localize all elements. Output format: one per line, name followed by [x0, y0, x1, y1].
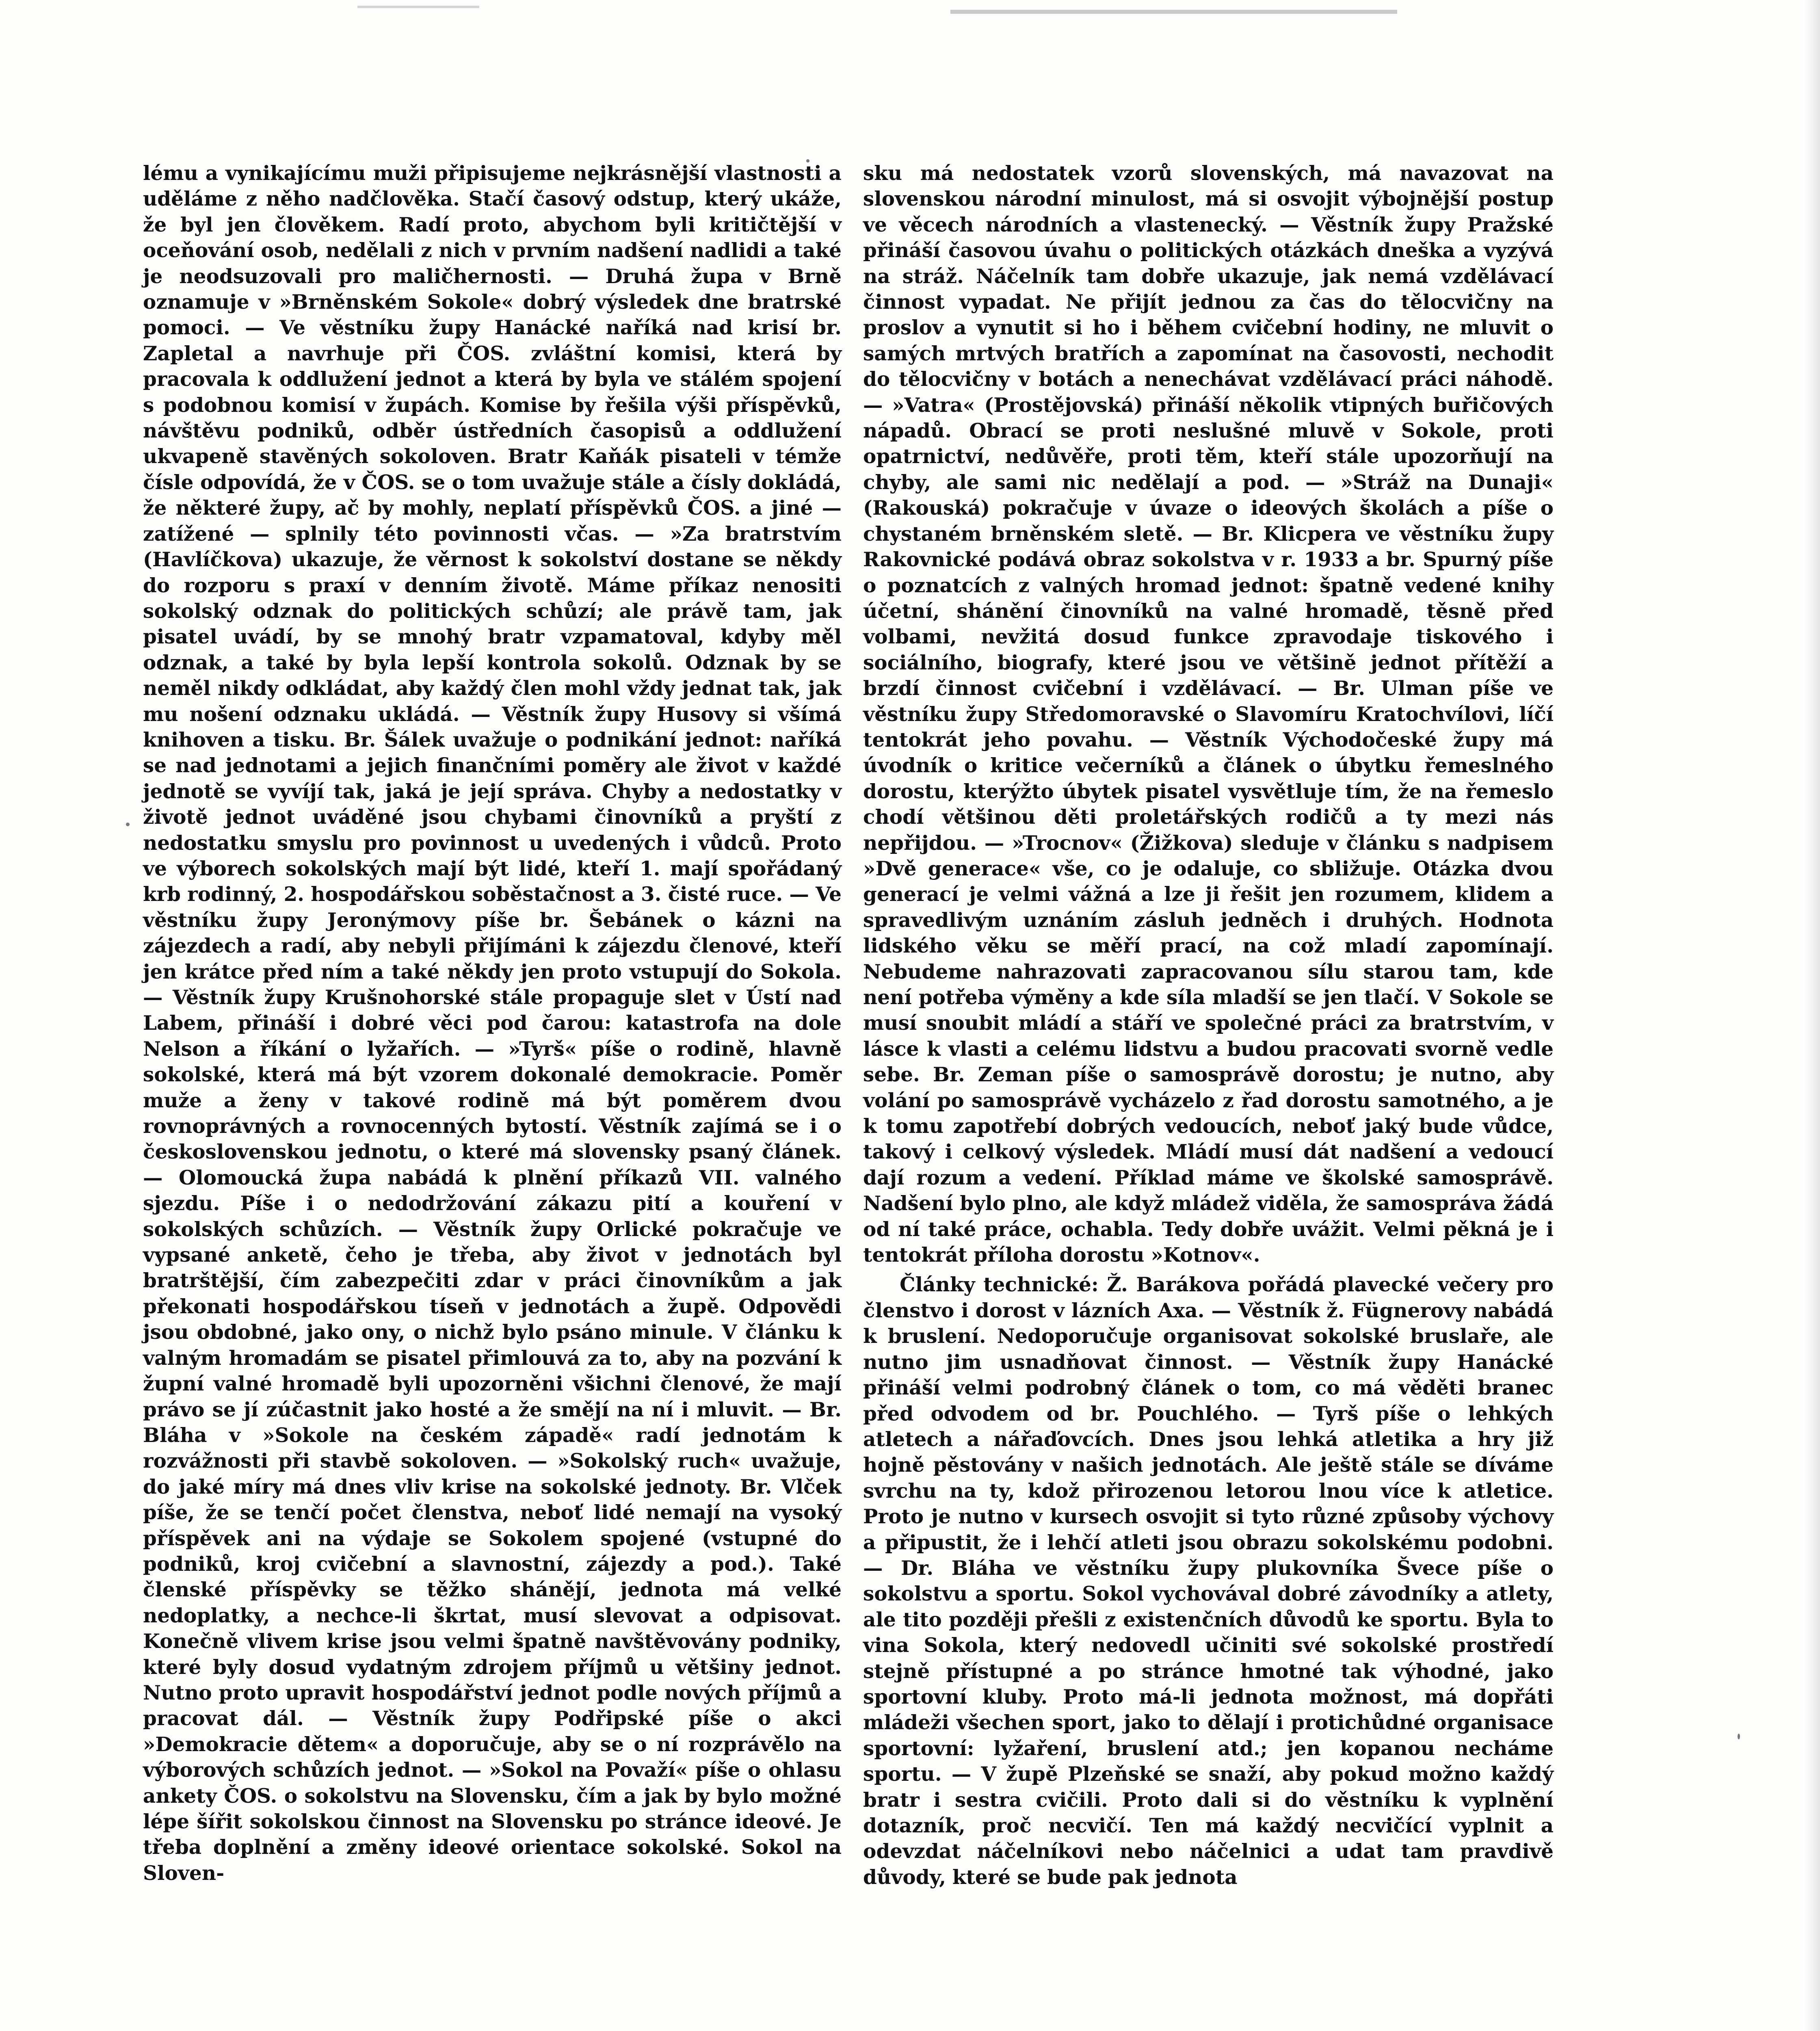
right-column: [863, 160, 1554, 1890]
left-column: [143, 160, 842, 1886]
scan-artifact-top: [950, 10, 1397, 14]
left-column-paragraph: lému a vynikajícímu muži připisujeme nejkrásnější vlastnosti a uděláme z něho nadčlověka. Stačí časový odstup, který ukáže, že byl jen člověkem. Radí proto, abychom byli kritičtější v oceňování osob, nedělali z nich v prvním nadšení nadlidi a také je neodsuzovali pro maličhernosti. — Druhá župa v Brně oznamuje v »Brněnském Sokole« dobrý výsledek dne bratrské pomoci. — Ve věstníku župy Hanácké naříká nad krisí br. Zapletal a navrhuje při ČOS. zvláštní komisi, která by pracovala k oddlužení jednot a která by byla ve stálém spojení s podobnou komisí v župách. Komise by řešila výši příspěvků, návštěvu podniků, odběr ústředních časopisů a oddlužení ukvapeně stavěných sokoloven. Bratr Kaňák pisateli v témže čísle odpovídá, že v ČOS. se o tom uvažuje stále a čísly dokládá, že některé župy, ač by mohly, neplatí příspěvků ČOS. a jiné — zatížené — splnily této povinnosti včas. — »Za bratrstvím (Havlíčkova) ukazuje, že věrnost k sokolství dostane se někdy do rozporu s praxí v denním životě. Máme příkaz nenositi sokolský odznak do politických schůzí; ale právě tam, jak pisatel uvádí, by se mnohý bratr vzpamatoval, kdyby měl odznak, a také by byla lepší kontrola sokolů. Odznak by se neměl nikdy odkládat, aby každý člen mohl vždy jednat tak, jak mu nošení odznaku ukládá. — Věstník župy Husovy si všímá knihoven a tisku. Br. Šálek uvažuje o podnikání jednot: naříká se nad jednotami a jejich finančními poměry ale život v každé jednotě se vyvíjí tak, jaká je její správa. Chyby a nedostatky v životě jednot uváděné jsou chybami činovníků a pryští z nedostatku smyslu pro povinnost u uvedených i vůdců. Proto ve výborech sokolských mají být lidé, kteří 1. mají spořádaný krb rodinný, 2. hospodářskou soběstačnost a 3. čisté ruce. — Ve věstníku župy Jeronýmovy píše br. Šebánek o kázni na zájezdech a radí, aby nebyli přijímáni k zájezdu členové, kteří jen krátce před ním a také někdy jen proto vstupují do Sokola. — Věstník župy Krušnohorské stále propaguje slet v Ústí nad Labem, přináší i dobré věci pod čarou: katastrofa na dole Nelson a říkání o lyžařích. — »Tyrš« píše o rodině, hlavně sokolské, která má být vzorem dokonalé demokracie. Poměr muže a ženy v takové rodině má být poměrem dvou rovnoprávných a rovnocenných bytostí. Věstník zajímá se i o československou jednotu, o které má slovensky psaný článek. — Olomoucká župa nabádá k plnění příkazů VII. valného sjezdu. Píše i o nedodržování zákazu pití a kouření v sokolských schůzích. — Věstník župy Orlické pokračuje ve vypsané anketě, čeho je třeba, aby život v jednotách byl bratrštější, čím zabezpečiti zdar v práci činovníkům a jak překonati hospodářskou tíseň v jednotách a župě. Odpovědi jsou obdobné, jako ony, o nichž bylo psáno minule. V článku k valným hromadám se pisatel přimlouvá za to, aby na pozvání k župní valné hromadě byli upozorněni všichni členové, že mají právo se jí zúčastnit jako hosté a že smějí na ní i mluvit. — Br. Bláha v »Sokole na českém západě« radí jednotám k rozvážnosti při stavbě sokoloven. — »Sokolský ruch« uvažuje, do jaké míry má dnes vliv krise na sokolské jednoty. Br. Vlček píše, že se tenčí počet členstva, neboť lidé nemají na vysoký příspěvek ani na výdaje se Sokolem spojené (vstupné do podniků, kroj cvičební a slavnostní, zájezdy a pod.). Také členské příspěvky se těžko shánějí, jednota má velké nedoplatky, a nechce-li škrtat, musí slevovat a odpisovat. Konečně vlivem krise jsou velmi špatně navštěvovány podniky, které byly dosud vydatným zdrojem příjmů u většiny jednot. Nutno proto upravit hospodářství jednot podle nových příjmů a pracovat dál. — Věstník župy Podřipské píše o akci »Demokracie dětem« a doporučuje, aby se o ní rozprávělo na výborových schůzích jednot. — »Sokol na Považí« píše o ohlasu ankety ČOS. o sokolstvu na Slovensku, čím a jak by bylo možné lépe šířit sokolskou činnost na Slovensku po stránce ideové. Je třeba doplnění a změny ideové orientace sokolské. Sokol na Sloven-: [143, 162, 842, 1885]
scan-speck: [126, 823, 130, 826]
right-column-paragraph: sku má nedostatek vzorů slovenských, má navazovat na slovenskou národní minulost, má si osvojit výbojnější postup ve věcech národních a vlastenecký. — Věstník župy Pražské přináší časovou úvahu o politických otázkách dneška a vyzývá na stráž. Náčelník tam dobře ukazuje, jak nemá vzdělávací činnost vypadat. Ne přijít jednou za čas do tělocvičny na proslov a vynutit si ho i během cvičební hodiny, ne mluvit o samých mrtvých bratřích a zapomínat na časovosti, nechodit do tělocvičny v botách a nenechávat vzdělávací práci náhodě. — »Vatra« (Prostějovská) přináší několik vtipných buřičových nápadů. Obrací se proti neslušné mluvě v Sokole, proti opatrnictví, nedůvěře, proti těm, kteří stále upozorňují na chyby, ale sami nic nedělají a pod. — »Stráž na Dunaji« (Rakouská) pokračuje v úvaze o ideových školách a píše o chystaném brněnském sletě. — Br. Klicpera ve věstníku župy Rakovnické podává obraz sokolstva v r. 1933 a br. Spurný píše o poznatcích z valných hromad jednot: špatně vedené knihy účetní, shánění činovníků na valné hromadě, těsně před volbami, nevžitá dosud funkce zpravodaje tiskového i sociálního, biografy, které jsou ve většině jednot přítěží a brzdí činnost cvičební i vzdělávací. — Br. Ulman píše ve věstníku župy Středomoravské o Slavomíru Kratochvílovi, líčí tentokrát jeho povahu. — Věstník Východočeské župy má úvodník o kritice večerníků a článek o úbytku řemeslného dorostu, kterýžto úbytek pisatel vysvětluje tím, že na řemeslo chodí většinou děti proletářských rodičů a ty mezi nás nepřijdou. — »Trocnov« (Žižkova) sleduje v článku s nadpisem »Dvě generace« vše, co je odaluje, co sbližuje. Otázka dvou generací je velmi vážná a lze ji řešit jen rozumem, klidem a spravedlivým uznáním zásluh jedněch i druhých. Hodnota lidského věku se měří prací, na což mladí zapomínají. Nebudeme nahrazovati zapracovanou sílu starou tam, kde není potřeba výměny a kde síla mladší se jen tlačí. V Sokole se musí snoubit mládí a stáří ve společné práci za bratrstvím, v lásce k vlasti a celému lidstvu a budou pracovati svorně vedle sebe. Br. Zeman píše o samosprávě dorostu; je nutno, aby volání po samosprávě vycházelo z řad dorostu samotného, a je k tomu zapotřebí dobrých vedoucích, neboť jaký bude vůdce, takový i celkový výsledek. Mládí musí dát nadšení a vedoucí dají rozum a vedení. Příklad máme ve školské samosprávě. Nadšení bylo plno, ale když mládež viděla, že samospráva žádá od ní také práce, ochabla. Tedy dobře uvážit. Velmi pěkná je i tentokrát příloha dorostu »Kotnov«.: [863, 162, 1554, 1267]
scan-speck: [1738, 1734, 1740, 1739]
right-column-paragraph-technical: Články technické: Ž. Barákova pořádá plavecké večery pro členstvo i dorost v lázních Axa. — Věstník ž. Fügnerovy nabádá k bruslení. Nedoporučuje organisovat sokolské bruslaře, ale nutno jim usnadňovat činnost. — Věstník župy Hanácké přináší velmi podrobný článek o tom, co má věděti branec před odvodem od br. Pouchlého. — Tyrš píše o lehkých atletech a nářaďovcích. Dnes jsou lehká atletika a hry již hojně pěstovány v našich jednotách. Ale ještě stále se díváme svrchu na ty, kdož přirozenou letorou lnou více k atletice. Proto je nutno v kursech osvojit si tyto různé způsoby výchovy a připustit, že i lehčí atleti jsou obrazu sokolskému podobni. — Dr. Bláha ve věstníku župy plukovníka Švece píše o sokolstvu a sportu. Sokol vychovával dobré závodníky a atlety, ale tito později přešli z existenčních důvodů ke sportu. Byla to vina Sokola, který nedovedl učiniti své sokolské prostředí stejně přístupné a po stránce hmotné tak výhodné, jako sportovní kluby. Proto má-li jednota možnost, má dopřáti mládeži všechen sport, jako to dělají i protichůdné organisace sportovní: lyžaření, bruslení atd.; jen kopanou necháme sportu. — V župě Plzeňské se snaží, aby pokud možno každý bratr i sestra cvičili. Proto dali si do věstníku k vyplnění dotazník, proč necvičí. Ten má každý necvičící vyplnit a odevzdat náčelníkovi nebo náčelnici a udat tam pravdivě důvody, které se bude pak jednota: [863, 1273, 1554, 1889]
page-edge-shadow: [1804, 0, 1820, 2031]
scan-artifact-top-left: [357, 6, 479, 8]
